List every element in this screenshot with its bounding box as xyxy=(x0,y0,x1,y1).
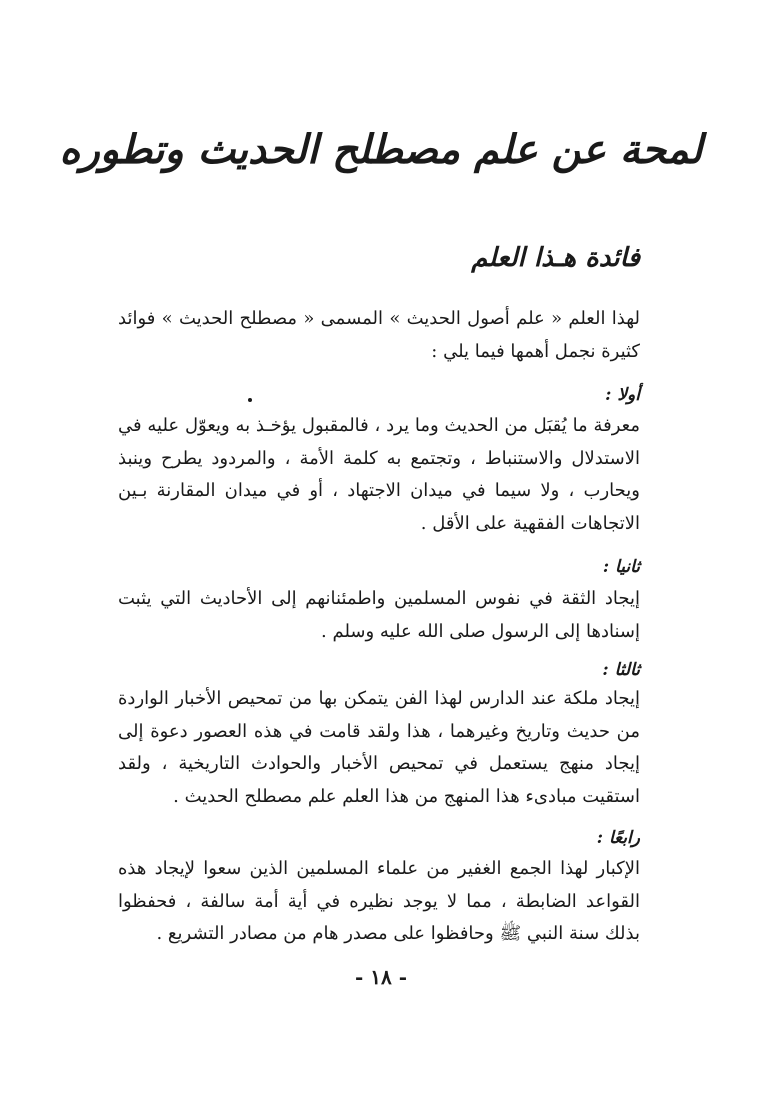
point-text-4: الإكبار لهذا الجمع الغفير من علماء المسلمين الذين سعوا لإيجاد هذه القواعد الضابطة ، مما لا يوجد نظيره في أية أمة سالفة ، فحفظوا بذلك سنة النبي ﷺ وحافظوا على مصدر هام من مصادر التشريع . xyxy=(118,858,640,944)
page-title: لمحة عن علم مصطلح الحديث وتطوره xyxy=(59,127,703,173)
point-heading-3: ثالثا : xyxy=(602,660,640,680)
section-title: فائدة هـذا العلم xyxy=(471,243,640,273)
point-text-1: معرفة ما يُقبَل من الحديث وما يرد ، فالمقبول يؤخـذ به ويعوّل عليه في الاستدلال والاستنباط ، وتجتمع به كلمة الأمة ، والمردود يطرح وينبذ ويحارب ، ولا سيما في ميدان الاجتهاد ، أو في ميدان المقارنة بـين الاتجاهات الفقهية على الأقل . xyxy=(118,415,640,534)
page-number: - ١٨ - xyxy=(354,965,407,989)
point-text-3: إيجاد ملكة عند الدارس لهذا الفن يتمكن بها من تمحيص الأخبار الواردة من حديث وتاريخ وغيرهما ، هذا ولقد قامت في هذه العصور دعوة إلى إيجاد منهج يستعمل في تمحيص الأخبار والحوادث التاريخية ، ولقد استقيت مبادىء هذا المنهج من هذا العلم علم مصطلح الحديث . xyxy=(118,688,640,807)
point-heading-2: ثانيا : xyxy=(602,557,640,577)
intro-paragraph: لهذا العلم « علم أصول الحديث » المسمى « مصطلح الحديث » فوائد كثيرة نجمل أهمها فيما يلي : xyxy=(118,308,640,362)
dot-mark xyxy=(248,398,252,402)
point-heading-1: أولا : xyxy=(605,385,640,405)
point-text-2: إيجاد الثقة في نفوس المسلمين واطمئنانهم إلى الأحاديث التي يثبت إسنادها إلى الرسول صلى الله عليه وسلم . xyxy=(118,588,640,642)
point-heading-4: رابعًا : xyxy=(596,828,640,848)
